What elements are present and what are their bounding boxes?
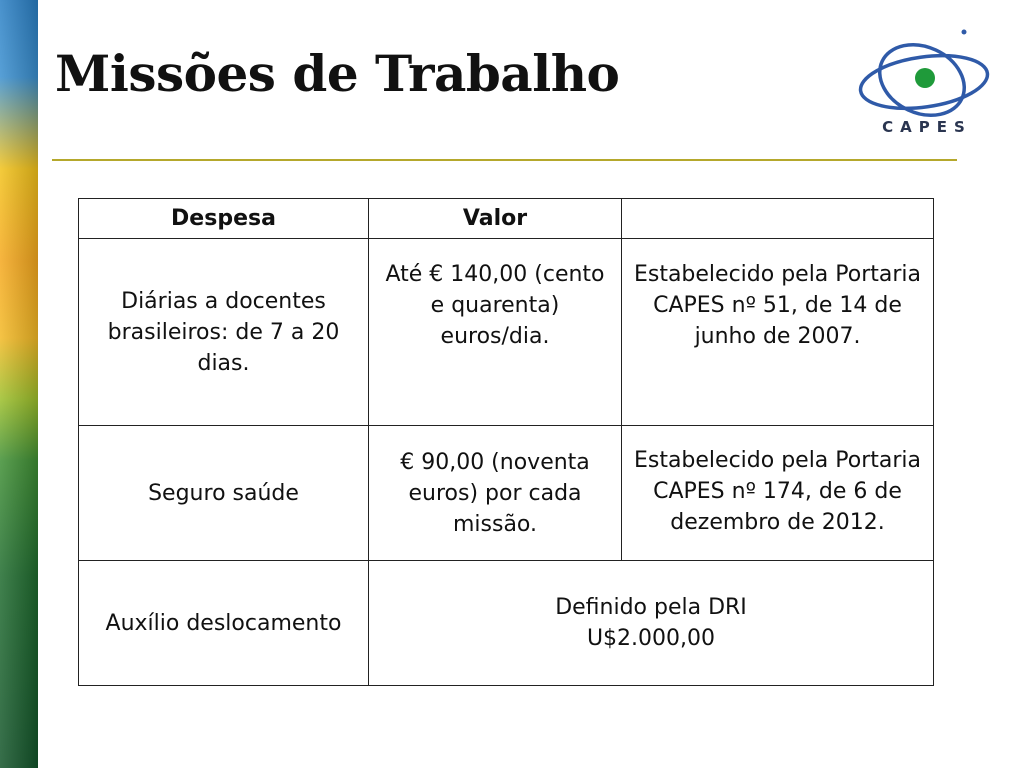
logo-wordmark: CAPES [882,118,972,136]
cell-valor: € 90,00 (noventa euros) por cada missão. [369,426,622,561]
cell-despesa: Auxílio deslocamento [79,561,369,686]
table-row [79,239,934,426]
header-despesa: Despesa [79,199,369,239]
expense-table [78,198,934,686]
title-divider [52,159,957,161]
side-band-shade [0,0,38,768]
table-row [79,426,934,561]
cell-fonte: Estabelecido pela Portaria CAPES nº 51, de 14 de junho de 2007. [622,239,934,426]
valor-line-1: Definido pela DRI [555,595,747,620]
page-title: Missões de Trabalho [55,44,620,103]
table-header-row [79,199,934,239]
header-valor: Valor [369,199,622,239]
cell-fonte: Estabelecido pela Portaria CAPES nº 174, de 6 de dezembro de 2012. [622,426,934,561]
valor-line-2: U$2.000,00 [586,626,716,651]
cell-despesa: Seguro saúde [79,426,369,561]
table-row [79,561,934,686]
cell-valor-merged [369,561,934,686]
cell-valor: Até € 140,00 (cento e quarenta) euros/dia. [369,239,622,426]
header-fonte [622,199,934,239]
cell-despesa: Diárias a docentes brasileiros: de 7 a 20 dias. [79,239,369,426]
